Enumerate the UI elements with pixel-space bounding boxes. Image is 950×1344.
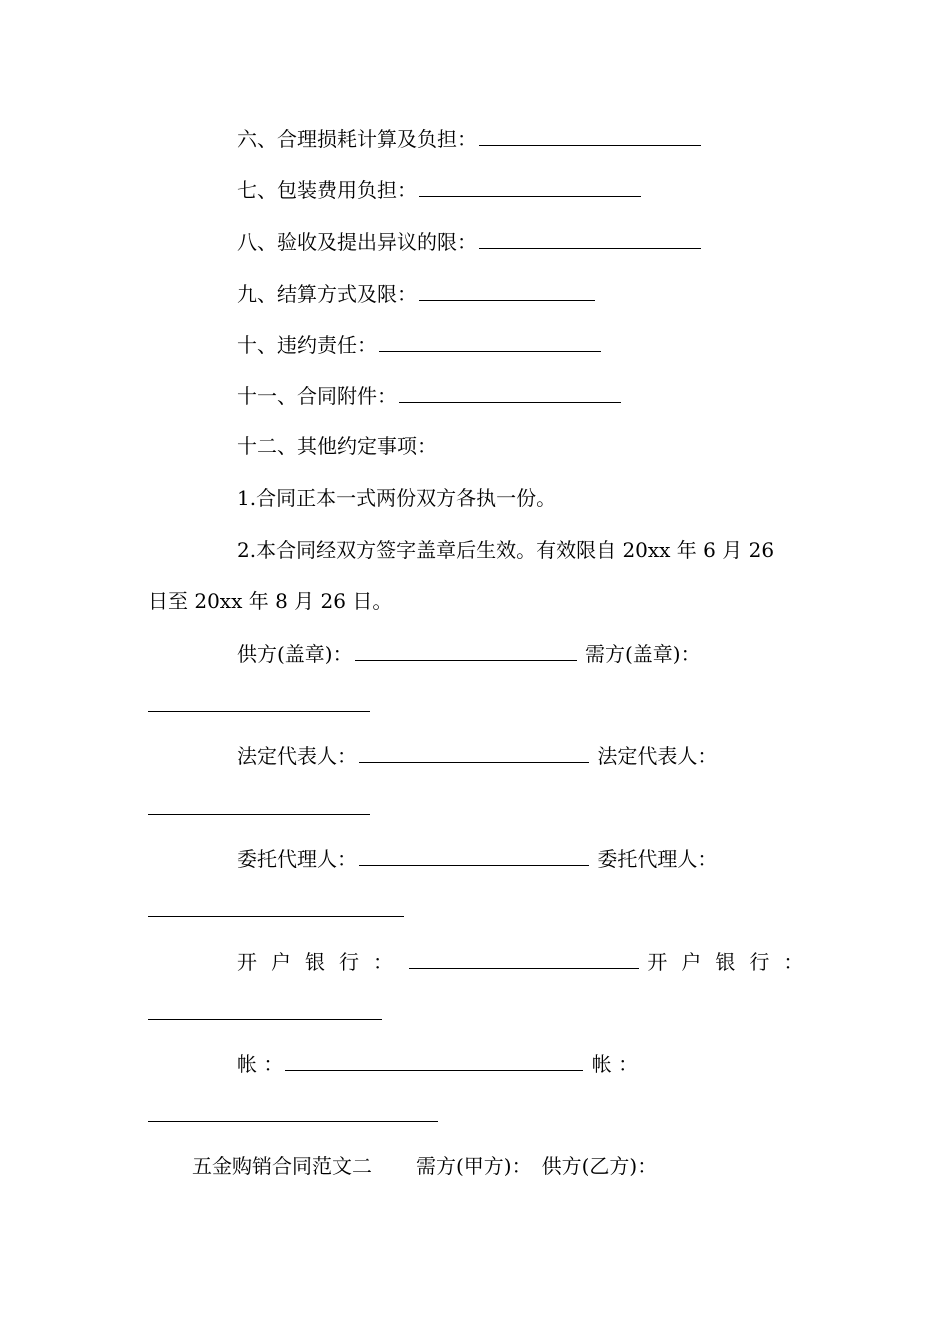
account-left-label: 帐 ： bbox=[237, 1052, 284, 1076]
bank-line bbox=[237, 948, 817, 975]
bank-left-label: 开户银行： bbox=[237, 950, 407, 974]
clause-10-blank[interactable] bbox=[379, 331, 601, 352]
legal-rep-line bbox=[237, 742, 717, 769]
clause-8-blank[interactable] bbox=[479, 228, 701, 249]
term-2-line-2: 日至 20xx 年 8 月 26 日。 bbox=[148, 589, 393, 613]
clause-11-blank[interactable] bbox=[399, 382, 621, 403]
clause-9-line bbox=[237, 280, 597, 307]
supplier-seal-blank[interactable] bbox=[355, 640, 577, 661]
seal-line bbox=[237, 640, 701, 667]
agent-right-blank[interactable] bbox=[148, 916, 404, 917]
account-right-blank[interactable] bbox=[148, 1121, 438, 1122]
next-section-title: 五金购销合同范文二 bbox=[192, 1154, 372, 1178]
clause-7-line bbox=[237, 176, 643, 203]
buyer-seal-blank[interactable] bbox=[148, 711, 370, 712]
agent-line bbox=[237, 845, 717, 872]
bank-left-blank[interactable] bbox=[409, 948, 639, 969]
clause-11-label: 十一、合同附件： bbox=[237, 384, 397, 408]
clause-8-label: 八、验收及提出异议的限： bbox=[237, 230, 477, 254]
clause-8-line bbox=[237, 228, 703, 255]
term-1: 1.合同正本一式两份双方各执一份。 bbox=[237, 486, 557, 510]
legal-rep-right-label: 法定代表人： bbox=[597, 744, 718, 768]
legal-rep-left-label: 法定代表人： bbox=[237, 744, 357, 768]
clause-7-label: 七、包装费用负担： bbox=[237, 178, 417, 202]
agent-left-label: 委托代理人： bbox=[237, 847, 357, 871]
buyer-seal-label: 需方(盖章)： bbox=[584, 642, 701, 666]
clause-10-line bbox=[237, 331, 603, 358]
clause-10-label: 十、违约责任： bbox=[237, 333, 377, 357]
supplier-seal-label: 供方(盖章)： bbox=[237, 642, 353, 666]
next-section-supplier: 供方(乙方)： bbox=[541, 1154, 658, 1178]
clause-12-line bbox=[237, 433, 437, 459]
term-2-line-1: 2.本合同经双方签字盖章后生效。有效限自 20xx 年 6 月 26 bbox=[237, 538, 775, 562]
clause-6-label: 六、合理损耗计算及负担： bbox=[237, 127, 477, 151]
clause-7-blank[interactable] bbox=[419, 176, 641, 197]
next-section-buyer: 需方(甲方)： bbox=[416, 1154, 532, 1178]
agent-left-blank[interactable] bbox=[359, 845, 589, 866]
bank-right-label: 开户银行： bbox=[647, 950, 818, 974]
clause-12-label: 十二、其他约定事项： bbox=[237, 434, 437, 458]
legal-rep-right-blank[interactable] bbox=[148, 814, 370, 815]
account-line bbox=[237, 1050, 638, 1077]
account-right-label: 帐 ： bbox=[591, 1052, 639, 1076]
legal-rep-left-blank[interactable] bbox=[359, 742, 589, 763]
clause-6-line bbox=[237, 125, 703, 152]
clause-9-blank[interactable] bbox=[419, 280, 595, 301]
clause-6-blank[interactable] bbox=[479, 125, 701, 146]
clause-9-label: 九、结算方式及限： bbox=[237, 282, 417, 306]
agent-right-label: 委托代理人： bbox=[597, 847, 718, 871]
bank-right-blank[interactable] bbox=[148, 1019, 382, 1020]
next-section-line bbox=[192, 1153, 657, 1179]
clause-11-line bbox=[237, 382, 623, 409]
account-left-blank[interactable] bbox=[285, 1050, 583, 1071]
